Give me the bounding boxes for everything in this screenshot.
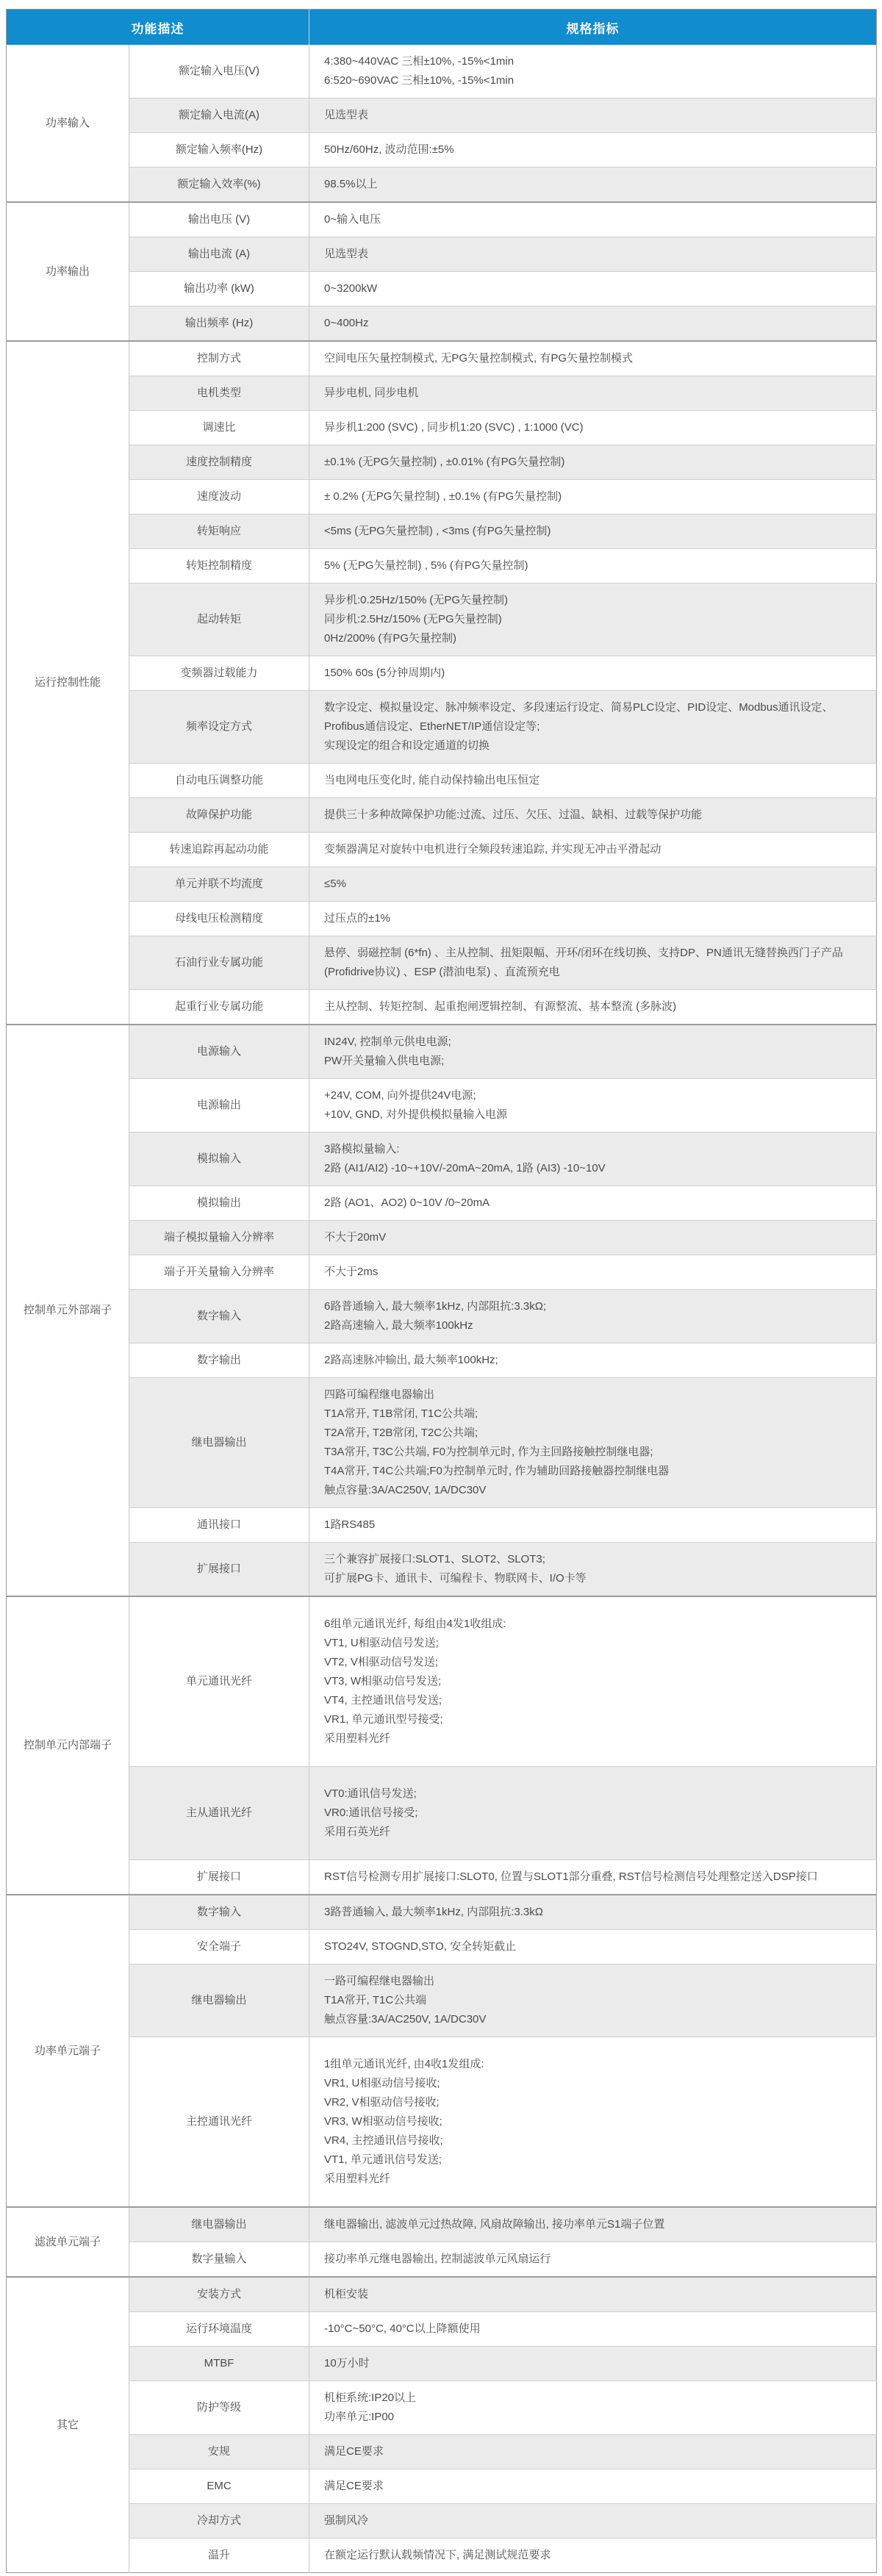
item-label-cell: 继电器输出: [129, 1965, 309, 2037]
spec-value-line: 6:520~690VAC 三相±10%, -15%<1min: [324, 74, 514, 87]
spec-value-cell: [309, 202, 877, 237]
table-row: [7, 2242, 877, 2278]
table-row: [7, 1930, 877, 1965]
spec-value-cell: [309, 1767, 877, 1860]
item-label-cell: EMC: [129, 2469, 309, 2504]
spec-value-cell: [309, 2277, 877, 2312]
spec-value-line: 0~输入电压: [324, 213, 381, 226]
item-label-cell: 主控通讯光纤: [129, 2037, 309, 2208]
item-label-cell: 温升: [129, 2539, 309, 2573]
spec-value-line: 四路可编程继电器输出: [324, 1388, 435, 1401]
spec-value-line: 0Hz/200% (有PG矢量控制): [324, 632, 457, 645]
item-label-cell: 扩展接口: [129, 1543, 309, 1597]
spec-value-cell: [309, 480, 877, 514]
spec-value-line: STO24V, STOGND,STO, 安全转矩截止: [324, 1940, 517, 1953]
spec-value-line: 满足CE要求: [324, 2445, 384, 2458]
spec-value-cell: [309, 2312, 877, 2347]
spec-value-line: 0~400Hz: [324, 317, 369, 329]
spec-value-cell: [309, 584, 877, 656]
group-cell: 其它: [7, 2277, 129, 2573]
table-row: [7, 867, 877, 902]
item-label-cell: 单元并联不均流度: [129, 867, 309, 902]
spec-value-line: VR0:通讯信号接受;: [324, 1807, 418, 1819]
item-label-cell: 数字输入: [129, 1895, 309, 1930]
item-label-cell: 模拟输入: [129, 1133, 309, 1186]
table-row: [7, 798, 877, 833]
table-row: [7, 1186, 877, 1221]
item-label-cell: 端子开关量输入分辨率: [129, 1255, 309, 1290]
spec-value-cell: [309, 656, 877, 691]
spec-value-line: 2路高速输入, 最大频率100kHz: [324, 1319, 473, 1332]
table-row: [7, 1508, 877, 1543]
table-row: [7, 514, 877, 549]
spec-value-line: 悬停、弱磁控制 (6*fn) 、主从控制、扭矩限幅、开环/闭环在线切换、支持DP、PN通讯无缝替换西门子产品 (Profidrive协议) 、ESP (潜油电泵) 、直流预充电: [324, 947, 843, 978]
spec-value-cell: [309, 514, 877, 549]
item-label-cell: 数字输出: [129, 1343, 309, 1378]
spec-value-line: 实现设定的组合和设定通道的切换: [324, 739, 490, 752]
spec-value-cell: [309, 1186, 877, 1221]
group-cell: 运行控制性能: [7, 341, 129, 1025]
item-label-cell: 故障保护功能: [129, 798, 309, 833]
spec-value-cell: [309, 1343, 877, 1378]
header-spec-index: 规格指标: [309, 10, 877, 46]
spec-value-line: 3路普通输入, 最大频率1kHz, 内部阻抗:3.3kΩ: [324, 1906, 543, 1918]
table-row: [7, 1860, 877, 1895]
spec-value-line: 空间电压矢量控制模式, 无PG矢量控制模式, 有PG矢量控制模式: [324, 352, 634, 365]
spec-value-line: 接功率单元继电器输出, 控制滤波单元风扇运行: [324, 2253, 551, 2265]
spec-value-line: RST信号检测专用扩展接口:SLOT0, 位置与SLOT1部分重叠, RST信号检测信号处理整定送入DSP接口: [324, 1870, 818, 1883]
spec-value-cell: [309, 2539, 877, 2573]
item-label-cell: 电机类型: [129, 376, 309, 411]
table-row: [7, 1965, 877, 2037]
spec-value-line: 满足CE要求: [324, 2480, 384, 2492]
spec-value-line: VT1, 单元通讯信号发送;: [324, 2153, 442, 2166]
table-row: [7, 45, 877, 98]
table-row: [7, 990, 877, 1025]
table-row: [7, 656, 877, 691]
spec-value-line: 采用石英光纤: [324, 1826, 391, 1838]
item-label-cell: 转矩控制精度: [129, 549, 309, 584]
table-row: [7, 1255, 877, 1290]
item-label-cell: 转矩响应: [129, 514, 309, 549]
spec-value-line: ±0.1% (无PG矢量控制) , ±0.01% (有PG矢量控制): [324, 456, 565, 468]
spec-value-cell: [309, 936, 877, 990]
spec-value-line: 4:380~440VAC 三相±10%, -15%<1min: [324, 55, 514, 68]
item-label-cell: 安规: [129, 2435, 309, 2469]
spec-value-line: 5% (无PG矢量控制) , 5% (有PG矢量控制): [324, 559, 528, 572]
spec-value-line: 3路模拟量输入:: [324, 1143, 400, 1155]
table-row: [7, 168, 877, 203]
item-label-cell: 扩展接口: [129, 1860, 309, 1895]
spec-value-line: VT2, V相驱动信号发送;: [324, 1656, 439, 1668]
table-row: [7, 237, 877, 272]
spec-value-cell: [309, 2504, 877, 2539]
spec-value-cell: [309, 1596, 877, 1767]
table-row: [7, 1133, 877, 1186]
spec-value-line: 异步机:0.25Hz/150% (无PG矢量控制): [324, 594, 509, 606]
spec-value-cell: [309, 691, 877, 764]
spec-value-line: 0~3200kW: [324, 282, 378, 295]
spec-value-line: VT1, U相驱动信号发送;: [324, 1637, 439, 1649]
spec-value-line: 一路可编程继电器输出: [324, 1975, 435, 1987]
spec-value-line: 2路 (AI1/AI2) -10~+10V/-20mA~20mA, 1路 (AI3) -10~10V: [324, 1162, 606, 1174]
spec-value-line: VR3, W相驱动信号接收;: [324, 2115, 442, 2128]
header-function-description: 功能描述: [7, 10, 309, 46]
item-label-cell: 起重行业专属功能: [129, 990, 309, 1025]
spec-value-line: 触点容量:3A/AC250V, 1A/DC30V: [324, 2013, 487, 2026]
item-label-cell: 电源输入: [129, 1025, 309, 1079]
spec-table: [6, 9, 877, 2573]
table-row: [7, 2381, 877, 2435]
spec-value-line: -10°C~50°C, 40°C以上降额使用: [324, 2322, 481, 2335]
spec-value-line: PW开关量输入供电电源;: [324, 1055, 445, 1067]
spec-value-line: 见选型表: [324, 248, 369, 260]
spec-value-line: 强制风冷: [324, 2514, 369, 2527]
spec-value-cell: [309, 2435, 877, 2469]
item-label-cell: 安全端子: [129, 1930, 309, 1965]
spec-value-cell: [309, 764, 877, 798]
group-cell: 滤波单元端子: [7, 2207, 129, 2277]
spec-value-line: 6路普通输入, 最大频率1kHz, 内部阻抗:3.3kΩ;: [324, 1300, 547, 1313]
spec-value-cell: [309, 1079, 877, 1133]
spec-value-line: +10V, GND, 对外提供模拟量输入电源: [324, 1108, 508, 1121]
item-label-cell: 母线电压检测精度: [129, 902, 309, 936]
spec-value-cell: [309, 867, 877, 902]
table-row: [7, 2312, 877, 2347]
spec-value-line: VR1, 单元通讯型号接受;: [324, 1713, 443, 1726]
spec-value-cell: [309, 2347, 877, 2381]
item-label-cell: 转速追踪再起动功能: [129, 833, 309, 867]
spec-value-cell: [309, 2381, 877, 2435]
spec-value-cell: [309, 2469, 877, 2504]
item-label-cell: 继电器输出: [129, 1378, 309, 1508]
spec-value-cell: [309, 1221, 877, 1255]
item-label-cell: 运行环境温度: [129, 2312, 309, 2347]
spec-value-cell: [309, 2207, 877, 2242]
item-label-cell: 数字输入: [129, 1290, 309, 1343]
table-row: [7, 691, 877, 764]
spec-value-cell: [309, 902, 877, 936]
item-label-cell: 输出电流 (A): [129, 237, 309, 272]
spec-value-line: 1路RS485: [324, 1518, 376, 1531]
spec-value-cell: [309, 1255, 877, 1290]
item-label-cell: 自动电压调整功能: [129, 764, 309, 798]
spec-value-cell: [309, 990, 877, 1025]
spec-value-line: 采用塑料光纤: [324, 2173, 391, 2185]
group-cell: 功率输入: [7, 45, 129, 202]
spec-value-line: 1组单元通讯光纤, 由4收1发组成:: [324, 2058, 484, 2070]
spec-value-cell: [309, 411, 877, 445]
spec-value-line: 过压点的±1%: [324, 912, 390, 925]
spec-value-cell: [309, 1543, 877, 1597]
item-label-cell: 调速比: [129, 411, 309, 445]
item-label-cell: 防护等级: [129, 2381, 309, 2435]
spec-value-line: 变频器满足对旋转中电机进行全频段转速追踪, 并实现无冲击平滑起动: [324, 843, 662, 855]
table-row: [7, 133, 877, 168]
spec-value-line: VR4, 主控通讯信号接收;: [324, 2134, 443, 2147]
item-label-cell: 输出电压 (V): [129, 202, 309, 237]
spec-value-cell: [309, 1290, 877, 1343]
table-row: [7, 2435, 877, 2469]
table-row: [7, 1378, 877, 1508]
table-row: [7, 480, 877, 514]
spec-value-line: 98.5%以上: [324, 178, 378, 190]
spec-value-line: T1A常开, T1C公共端: [324, 1994, 427, 2006]
table-row: [7, 306, 877, 342]
spec-value-line: 主从控制、转矩控制、起重抱闸逻辑控制、有源整流、基本整流 (多脉波): [324, 1000, 677, 1013]
table-header: [7, 10, 877, 46]
spec-value-cell: [309, 1930, 877, 1965]
table-row: [7, 1343, 877, 1378]
spec-value-line: T3A常开, T3C公共端, F0为控制单元时, 作为主回路接触控制继电器;: [324, 1446, 653, 1458]
spec-value-line: VR2, V相驱动信号接收;: [324, 2096, 440, 2109]
spec-value-line: 同步机:2.5Hz/150% (无PG矢量控制): [324, 613, 502, 625]
spec-value-line: 2路高速脉冲输出, 最大频率100kHz;: [324, 1354, 498, 1366]
item-label-cell: 主从通讯光纤: [129, 1767, 309, 1860]
spec-value-line: IN24V, 控制单元供电电源;: [324, 1036, 451, 1048]
spec-value-cell: [309, 1508, 877, 1543]
spec-value-cell: [309, 798, 877, 833]
item-label-cell: 冷却方式: [129, 2504, 309, 2539]
table-row: [7, 1290, 877, 1343]
spec-value-cell: [309, 272, 877, 306]
table-row: [7, 272, 877, 306]
group-cell: 功率单元端子: [7, 1895, 129, 2207]
spec-value-cell: [309, 2242, 877, 2278]
spec-value-cell: [309, 306, 877, 342]
table-row: [7, 1767, 877, 1860]
spec-value-line: 50Hz/60Hz, 波动范围:±5%: [324, 143, 454, 156]
spec-value-cell: [309, 376, 877, 411]
spec-value-cell: [309, 237, 877, 272]
item-label-cell: 输出功率 (kW): [129, 272, 309, 306]
table-row: [7, 445, 877, 480]
spec-value-line: 机柜安装: [324, 2288, 369, 2300]
spec-value-line: 150% 60s (5分钟周期内): [324, 667, 445, 679]
spec-value-line: 触点容量:3A/AC250V, 1A/DC30V: [324, 1484, 487, 1496]
spec-value-cell: [309, 133, 877, 168]
table-row: [7, 936, 877, 990]
spec-value-line: 采用塑料光纤: [324, 1732, 391, 1745]
spec-value-line: 异步电机, 同步电机: [324, 387, 419, 399]
spec-value-cell: [309, 1133, 877, 1186]
spec-value-line: 机柜系统:IP20以上: [324, 2392, 417, 2404]
spec-value-line: T1A常开, T1B常闭, T1C公共端;: [324, 1407, 478, 1420]
table-row: [7, 2277, 877, 2312]
spec-value-line: 见选型表: [324, 109, 369, 121]
item-label-cell: MTBF: [129, 2347, 309, 2381]
item-label-cell: 输出频率 (Hz): [129, 306, 309, 342]
table-row: [7, 2469, 877, 2504]
spec-value-line: <5ms (无PG矢量控制) , <3ms (有PG矢量控制): [324, 525, 551, 537]
table-row: [7, 98, 877, 133]
item-label-cell: 变频器过载能力: [129, 656, 309, 691]
spec-value-line: 不大于2ms: [324, 1266, 379, 1278]
item-label-cell: 端子模拟量输入分辨率: [129, 1221, 309, 1255]
spec-value-cell: [309, 1378, 877, 1508]
spec-value-cell: [309, 168, 877, 203]
table-row: [7, 202, 877, 237]
table-row: [7, 1543, 877, 1597]
spec-value-cell: [309, 445, 877, 480]
table-row: [7, 1079, 877, 1133]
table-row: [7, 902, 877, 936]
spec-value-cell: [309, 1860, 877, 1895]
table-row: [7, 411, 877, 445]
table-row: [7, 376, 877, 411]
item-label-cell: 继电器输出: [129, 2207, 309, 2242]
table-row: [7, 1895, 877, 1930]
group-cell: 功率输出: [7, 202, 129, 341]
table-row: [7, 2347, 877, 2381]
spec-value-line: 三个兼容扩展接口:SLOT1、SLOT2、SLOT3;: [324, 1553, 545, 1565]
spec-value-cell: [309, 549, 877, 584]
spec-value-cell: [309, 341, 877, 376]
spec-value-line: ≤5%: [324, 878, 346, 890]
spec-value-line: 2路 (AO1、AO2) 0~10V /0~20mA: [324, 1196, 490, 1209]
item-label-cell: 额定输入电流(A): [129, 98, 309, 133]
spec-value-cell: [309, 98, 877, 133]
spec-value-cell: [309, 833, 877, 867]
item-label-cell: 起动转矩: [129, 584, 309, 656]
spec-value-line: 10万小时: [324, 2357, 370, 2369]
item-label-cell: 石油行业专属功能: [129, 936, 309, 990]
table-body: [7, 45, 877, 2573]
item-label-cell: 数字量输入: [129, 2242, 309, 2278]
item-label-cell: 单元通讯光纤: [129, 1596, 309, 1767]
spec-value-line: 提供三十多种故障保护功能:过流、过压、欠压、过温、缺相、过载等保护功能: [324, 808, 703, 821]
item-label-cell: 额定输入频率(Hz): [129, 133, 309, 168]
item-label-cell: 模拟输出: [129, 1186, 309, 1221]
spec-value-line: 可扩展PG卡、通讯卡、可编程卡、物联网卡、I/O卡等: [324, 1572, 587, 1585]
item-label-cell: 速度控制精度: [129, 445, 309, 480]
item-label-cell: 控制方式: [129, 341, 309, 376]
spec-value-line: VT0:通讯信号发送;: [324, 1787, 417, 1800]
item-label-cell: 通讯接口: [129, 1508, 309, 1543]
table-row: [7, 1025, 877, 1079]
table-row: [7, 2207, 877, 2242]
table-row: [7, 2504, 877, 2539]
spec-value-line: VT3, W相驱动信号发送;: [324, 1675, 442, 1687]
group-cell: 控制单元外部端子: [7, 1025, 129, 1596]
group-cell: 控制单元内部端子: [7, 1596, 129, 1895]
spec-value-line: 异步机1:200 (SVC) , 同步机1:20 (SVC) , 1:1000 (VC): [324, 421, 584, 434]
table-row: [7, 584, 877, 656]
spec-value-cell: [309, 1895, 877, 1930]
item-label-cell: 安装方式: [129, 2277, 309, 2312]
table-row: [7, 549, 877, 584]
table-row: [7, 2037, 877, 2208]
spec-value-line: T4A常开, T4C公共端;F0为控制单元时, 作为辅助回路接触器控制继电器: [324, 1465, 670, 1477]
table-row: [7, 833, 877, 867]
spec-value-cell: [309, 1965, 877, 2037]
spec-value-line: 功率单元:IP00: [324, 2411, 395, 2423]
table-row: [7, 764, 877, 798]
spec-value-line: 当电网电压变化时, 能自动保持输出电压恒定: [324, 774, 540, 786]
table-row: [7, 1221, 877, 1255]
item-label-cell: 电源输出: [129, 1079, 309, 1133]
item-label-cell: 速度波动: [129, 480, 309, 514]
item-label-cell: 额定输入电压(V): [129, 45, 309, 98]
spec-value-cell: [309, 2037, 877, 2208]
spec-value-line: 6组单元通讯光纤, 每组由4发1收组成:: [324, 1618, 506, 1630]
spec-value-line: 不大于20mV: [324, 1231, 387, 1244]
item-label-cell: 额定输入效率(%): [129, 168, 309, 203]
spec-value-line: T2A常开, T2B常闭, T2C公共端;: [324, 1427, 478, 1439]
spec-value-line: 在额定运行默认载频情况下, 满足测试规范要求: [324, 2549, 551, 2561]
spec-value-cell: [309, 1025, 877, 1079]
spec-value-line: 数字设定、模拟量设定、脉冲频率设定、多段速运行设定、简易PLC设定、PID设定、Modbus通讯设定、Profibus通信设定、EtherNET/IP通信设定等;: [324, 701, 833, 733]
table-row: [7, 1596, 877, 1767]
spec-value-line: ± 0.2% (无PG矢量控制) , ±0.1% (有PG矢量控制): [324, 490, 562, 503]
spec-value-line: VT4, 主控通讯信号发送;: [324, 1694, 442, 1707]
spec-value-line: VR1, U相驱动信号接收;: [324, 2077, 440, 2089]
spec-value-cell: [309, 45, 877, 98]
table-row: [7, 341, 877, 376]
item-label-cell: 频率设定方式: [129, 691, 309, 764]
spec-value-line: +24V, COM, 向外提供24V电源;: [324, 1089, 476, 1102]
spec-value-line: 继电器输出, 滤波单元过热故障, 风扇故障输出, 接功率单元S1端子位置: [324, 2218, 665, 2231]
table-row: [7, 2539, 877, 2573]
